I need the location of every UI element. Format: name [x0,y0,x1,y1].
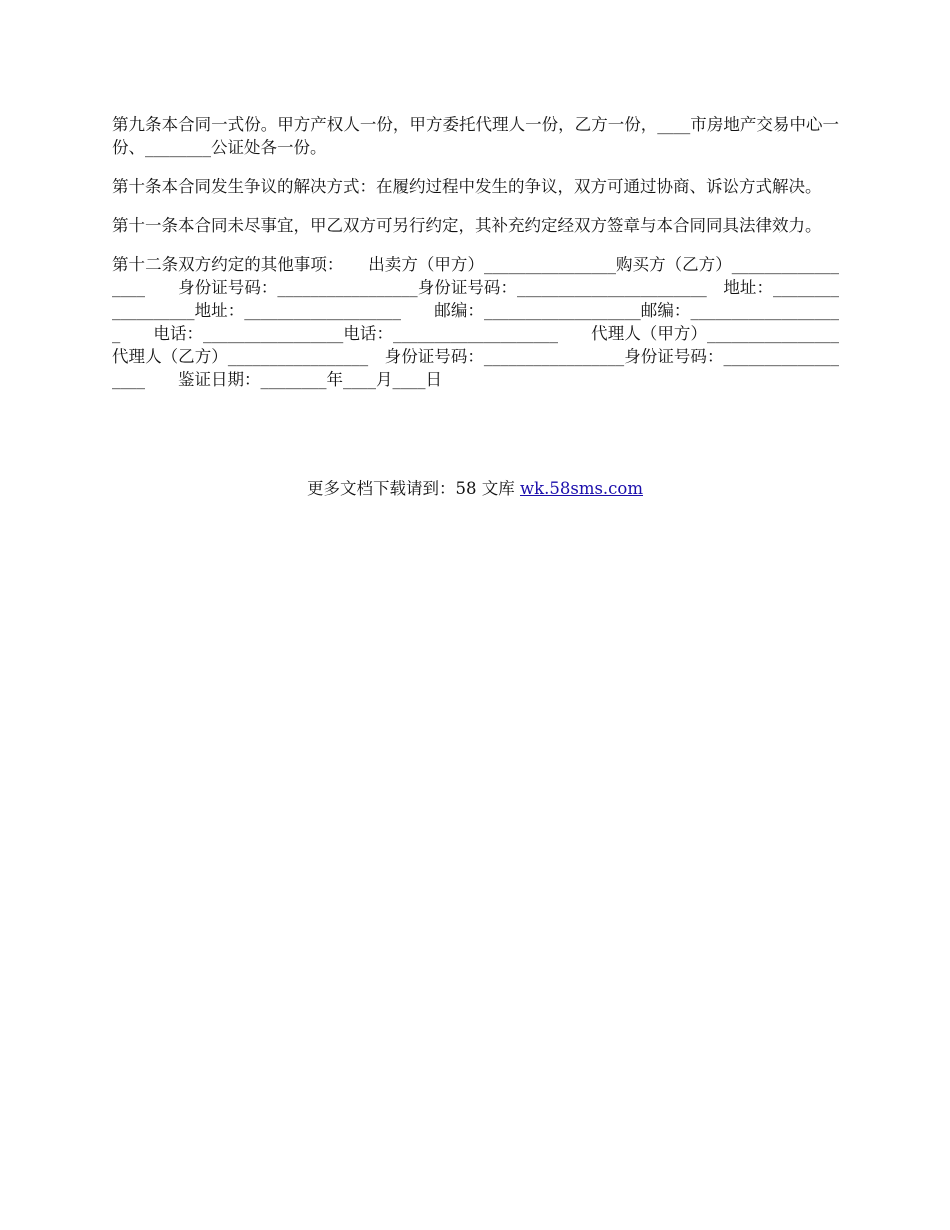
clause-12: 第十二条双方约定的其他事项： 出卖方（甲方）________________购买方（乙方）_________________ 身份证号码：_________________身份证号码：_______________________ 地址：__________________地址：___________________ 邮编：___________________邮编：___________________ 电话：_________________电话：____________________ 代理人（甲方）________________代理人（乙方）_________________ 身份证号码：_________________身份证号码：__________________ 鉴证日期：________年____月____日 [112,255,839,389]
clause-9: 第九条本合同一式份。甲方产权人一份，甲方委托代理人一份，乙方一份，____市房地产交易中心一份、________公证处各一份。 [112,115,839,157]
footer-link[interactable]: wk.58sms.com [519,479,643,498]
clause-11: 第十一条本合同未尽事宜，甲乙双方可另行约定，其补充约定经双方签章与本合同同具法律效力。 [112,216,822,235]
footer-prefix: 更多文档下载请到：58 文库 [306,479,520,498]
document-body [112,113,839,407]
footer [0,477,950,500]
clause-10: 第十条本合同发生争议的解决方式：在履约过程中发生的争议，双方可通过协商、诉讼方式解决。 [112,177,822,196]
